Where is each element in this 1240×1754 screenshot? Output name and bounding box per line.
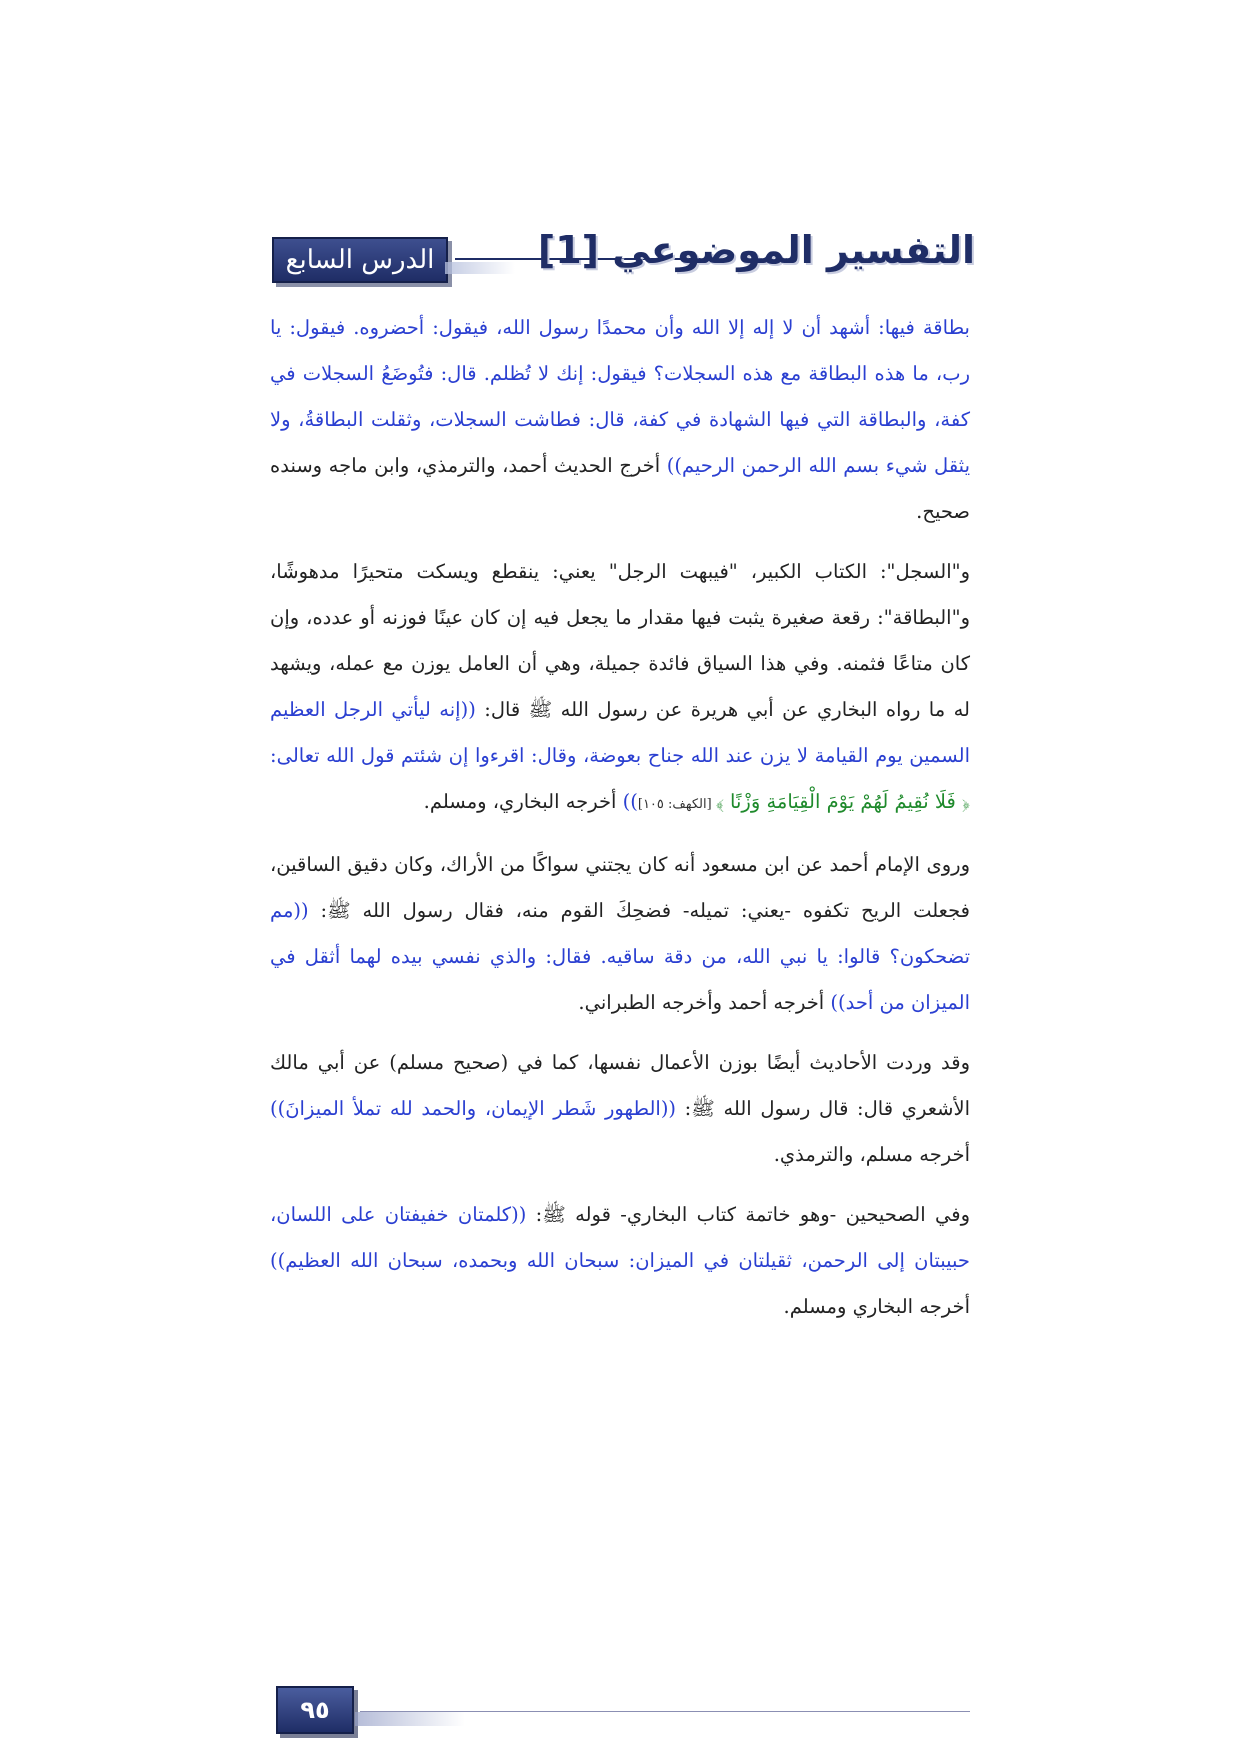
text-run: أخرج الحديث أحمد، والترمذي، وابن ماجه وسنده صحيح. [270,454,970,523]
footer-rule-fade [355,1712,465,1726]
paragraph [270,1192,970,1330]
text-run: و"السجل": الكتاب الكبير، "فيبهت الرجل" يعني: ينقطع ويسكت متحيرًا مدهوشًا، و"البطاقة": رقعة صغيرة يثبت فيها مقدار ما يجعل فيه إن كان عينًا فوزنه أو عدده، وإن كان متاعًا فثمنه. وفي هذا السياق فائدة جميلة، وهي أن العامل يوزن مع عمله، ويشهد له ما رواه البخاري عن أبي هريرة عن رسول الله ﷺ قال: [270,560,971,721]
hadith-quote: ((إنه ليأتي الرجل العظيم السمين يوم القيامة لا يزن عند الله جناح بعوضة، وقال: اقرءوا إن شئتم قول الله تعالى: [270,698,970,767]
text-run: أخرجه البخاري ومسلم. [783,1295,970,1318]
hadith-quote: ((مم تضحكون؟ قالوا: يا نبي الله، من دقة ساقيه. فقال: والذي نفسي بيده لهما أثقل في الميزان من أحد)) [270,899,970,1014]
paragraph [270,549,970,828]
header-rule-fade [445,262,515,274]
hadith-quote: )) [622,790,638,813]
page-number: ٩٥ [276,1686,354,1734]
hadith-quote: بطاقة فيها: أشهد أن لا إله إلا الله وأن محمدًا رسول الله، فيقول: أحضروه. فيقول: يا رب، ما هذه البطاقة مع هذه السجلات؟ فيقول: إنك لا تُظلم. قال: فتُوضَعُ السجلات في كفة، والبطاقة التي فيها الشهادة في كفة، قال: فطاشت السجلات، وثقلت البطاقةُ، ولا يثقل شيء بسم الله الرحمن الرحيم)) [270,316,970,477]
paragraph [270,305,970,535]
text-run: أخرجه البخاري، ومسلم. [423,790,623,813]
footer-rule [360,1711,970,1712]
page-body [270,305,970,1344]
lesson-label: الدرس السابع [272,237,448,283]
text-run: وقد وردت الأحاديث أيضًا بوزن الأعمال نفسها، كما في (صحيح مسلم) عن أبي مالك الأشعري قال: قال رسول الله ﷺ: [270,1051,970,1120]
hadith-quote: ((الطهور شَطر الإيمان، والحمد لله تملأ الميزانَ)) [270,1097,677,1120]
text-run: وروى الإمام أحمد عن ابن مسعود أنه كان يجتني سواكًا من الأراك، وكان دقيق الساقين، فجعلت الريح تكفوه -يعني: تميله- فضحِكَ القوم منه، فقال رسول الله ﷺ: [270,853,970,922]
text-run: أخرجه مسلم، والترمذي. [773,1143,970,1166]
page-header [0,0,1240,320]
quran-verse: ﴿ فَلَا نُقِيمُ لَهُمْ يَوْمَ الْقِيَامَةِ وَزْنًا ﴾ [715,790,970,813]
paragraph [270,1040,970,1178]
text-run: أخرجه أحمد وأخرجه الطبراني. [578,991,831,1014]
text-run: وفي الصحيحين -وهو خاتمة كتاب البخاري- قوله ﷺ: [526,1203,970,1226]
paragraph [270,842,970,1026]
hadith-quote: ((كلمتان خفيفتان على اللسان، حبيبتان إلى الرحمن، ثقيلتان في الميزان: سبحان الله وبحمده، سبحان الله العظيم)) [270,1203,970,1272]
book-title: التفسير الموضوعي [1] [537,228,975,272]
verse-reference: [الكهف: ١٠٥] [637,797,716,812]
